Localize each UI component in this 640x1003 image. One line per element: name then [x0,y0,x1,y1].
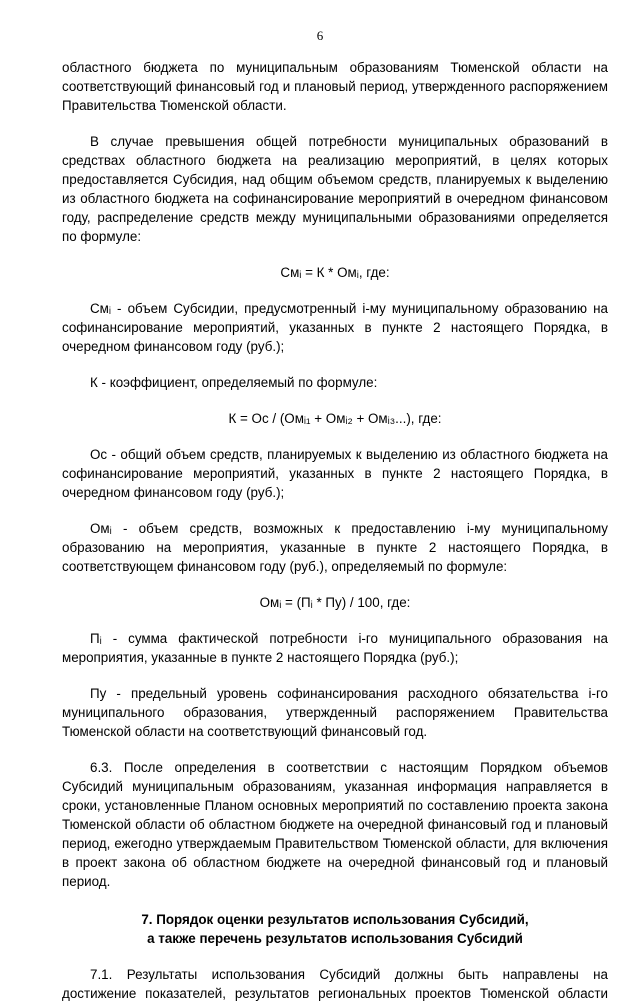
page-number: 6 [316,28,324,43]
paragraph-continuation: областного бюджета по муниципальным образованиям Тюменской области на соответствующий финансовый год и плановый период, утвержденного распоряжением Правительства Тюменской области. [62,60,608,113]
formula-subsidy: Смᵢ = К * Омᵢ, где: [280,265,390,280]
paragraph-pu-definition: Пу - предельный уровень софинансирования расходного обязательства i-го муниципального образования, утвержденный распоряжением Правительства Тюменской области на соответствующий финансовый год. [62,686,608,739]
section-heading-line-2: а также перечень результатов использования Субсидий [147,931,523,946]
paragraph-k-definition: К - коэффициент, определяемый по формуле: [90,375,378,390]
formula-coefficient: К = Ос / (Омᵢ₁ + Омᵢ₂ + Омᵢ₃...), где: [228,411,442,426]
paragraph-6-3: 6.3. После определения в соответствии с настоящим Порядком объемов Субсидий муниципальным образованиям, указанная информация направляется в сроки, установленные Планом основных мероприятий по составлению проекта закона Тюменской области об областном бюджете на очередной финансовый год и плановый период, ежегодно утверждаемым Правительством Тюменской области, для включения в проект закона об областном бюджете на очередной финансовый год и плановый период. [62,760,608,889]
formula-omi: Омᵢ = (Пᵢ * Пу) / 100, где: [259,595,411,610]
paragraph-7-1: 7.1. Результаты использования Субсидий должны быть направлены на достижение показателей, результатов региональных проектов Тюменской области [62,967,608,1001]
paragraph-smi-definition: Смᵢ - объем Субсидии, предусмотренный i-му муниципальному образованию на софинансирование мероприятий, указанных в пункте 2 настоящего Порядка, в очередном финансовом году (руб.); [62,301,608,354]
paragraph-os-definition: Ос - общий объем средств, планируемых к выделению из областного бюджета на софинансирование мероприятий, указанных в пункте 2 настоящего Порядка, в очередном финансовом году (руб.); [62,447,608,500]
paragraph-distribution-condition: В случае превышения общей потребности муниципальных образований в средствах областного бюджета на реализацию мероприятий, в целях которых предоставляется Субсидия, над общим объемом средств, планируемых к выделению из областного бюджета на софинансирование мероприятий в очередном финансовом году, распределение средств между муниципальными образованиями определяется по формуле: [62,134,608,244]
paragraph-pi-definition: Пᵢ - сумма фактической потребности i-го муниципального образования на мероприятия, указанные в пункте 2 настоящего Порядка (руб.); [62,631,608,665]
section-heading-line-1: 7. Порядок оценки результатов использования Субсидий, [141,912,529,927]
section-heading [62,910,608,948]
document-body [62,58,608,1003]
paragraph-omi-definition: Омᵢ - объем средств, возможных к предоставлению i-му муниципальному образованию на мероприятия, указанные в пункте 2 настоящего Порядка, в соответствующем финансовом году (руб.), определяемый по формуле: [62,521,608,574]
